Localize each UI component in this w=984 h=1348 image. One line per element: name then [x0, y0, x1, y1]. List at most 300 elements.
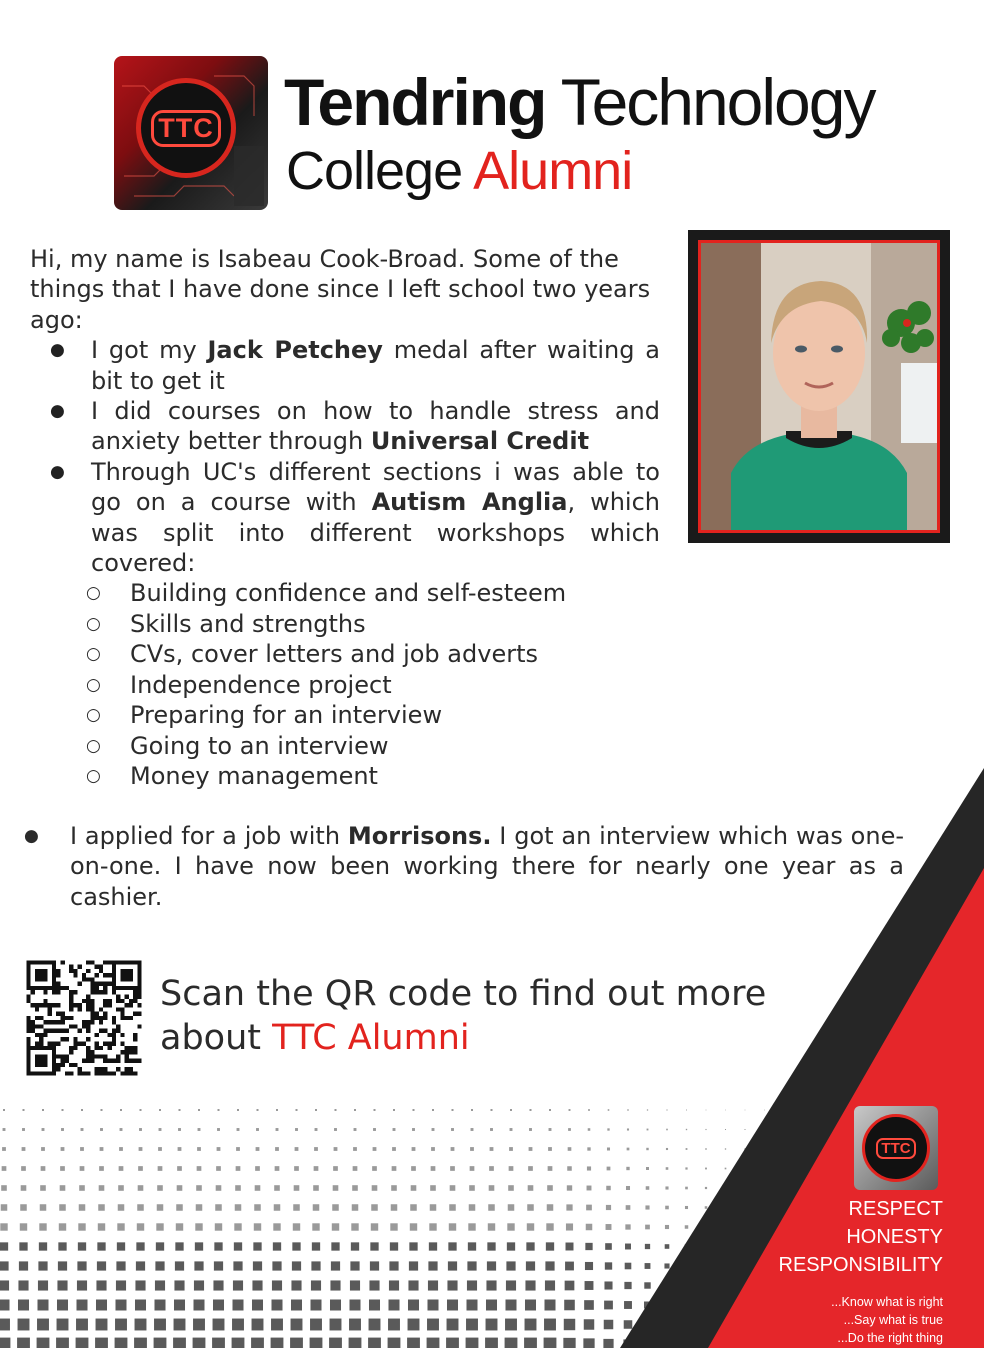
halftone-dot [294, 1166, 299, 1171]
qr-module [90, 1059, 94, 1063]
halftone-dot [38, 1261, 47, 1270]
halftone-dot [80, 1166, 85, 1171]
halftone-dot [22, 1128, 25, 1131]
halftone-dot [626, 1186, 630, 1190]
halftone-dot [57, 1280, 67, 1290]
halftone-dot [626, 1205, 631, 1210]
value-honesty: HONESTY [846, 1226, 943, 1248]
qr-module [26, 1024, 30, 1028]
qr-module [48, 1007, 52, 1011]
halftone-dot [451, 1128, 454, 1131]
halftone-dot [19, 1242, 27, 1250]
halftone-dot [137, 1223, 144, 1230]
halftone-dot [508, 1185, 514, 1191]
qr-module [31, 1020, 35, 1024]
halftone-dot [21, 1166, 26, 1171]
halftone-dot [115, 1338, 128, 1348]
halftone-dot [156, 1223, 163, 1230]
halftone-dot [252, 1319, 264, 1331]
qr-module [125, 1059, 129, 1063]
halftone-dot [58, 1242, 66, 1250]
halftone-dot [174, 1319, 186, 1331]
halftone-dot [725, 1168, 727, 1170]
qr-module [125, 1054, 129, 1058]
halftone-dot [42, 1128, 45, 1131]
ttc-logo-mark [114, 56, 268, 210]
halftone-dot [0, 1223, 7, 1230]
halftone-dot [568, 1147, 572, 1151]
qr-module [78, 1071, 82, 1075]
halftone-dot [57, 1319, 69, 1331]
halftone-dot [666, 1148, 668, 1150]
halftone-dot [176, 1223, 183, 1230]
halftone-dot [685, 1187, 688, 1190]
halftone-dot [236, 1166, 241, 1171]
halftone-dot [78, 1242, 86, 1250]
qr-module [90, 1012, 94, 1016]
halftone-dot [178, 1147, 182, 1151]
qr-module [125, 1016, 129, 1020]
qr-code[interactable] [22, 956, 146, 1080]
halftone-dot [705, 1206, 708, 1209]
qr-module [99, 1071, 103, 1075]
halftone-dot [236, 1147, 240, 1151]
halftone-dot [429, 1223, 436, 1230]
halftone-dot [18, 1299, 29, 1310]
halftone-dot [491, 1109, 493, 1111]
qr-module [86, 1007, 90, 1011]
halftone-dot [1, 1185, 7, 1191]
halftone-dot [608, 1109, 610, 1111]
qr-module [95, 1046, 99, 1050]
halftone-dot [215, 1223, 222, 1230]
halftone-dot [505, 1299, 516, 1310]
bullet-text: medal after waiting a bit to get it [91, 336, 661, 395]
qr-module [116, 999, 120, 1003]
halftone-dot [525, 1299, 536, 1310]
qr-module [43, 990, 47, 994]
qr-module [35, 1007, 39, 1011]
halftone-dot [369, 1299, 380, 1310]
halftone-dot [292, 1261, 301, 1270]
qr-module [108, 1046, 112, 1050]
qr-module [103, 982, 107, 986]
halftone-dot [120, 1109, 122, 1111]
halftone-dot [705, 1168, 707, 1170]
halftone-dot [391, 1185, 397, 1191]
halftone-dot [157, 1204, 164, 1211]
halftone-dot [432, 1128, 435, 1131]
halftone-dot [528, 1185, 534, 1191]
qr-module [60, 1029, 64, 1033]
halftone-dot [253, 1242, 261, 1250]
logo-word-tendring: Tendring [284, 65, 546, 139]
halftone-dot [466, 1338, 479, 1348]
halftone-dot [646, 1186, 650, 1190]
halftone-dot [451, 1147, 455, 1151]
qr-module [137, 1024, 141, 1028]
qr-module [99, 1029, 103, 1033]
halftone-dot [61, 1128, 64, 1131]
qr-module [39, 1042, 43, 1046]
logo-ring [136, 78, 236, 178]
halftone-dot [195, 1242, 203, 1250]
halftone-dot [605, 1262, 612, 1269]
halftone-dot [526, 1261, 535, 1270]
halftone-dot [98, 1204, 105, 1211]
qr-module [86, 1003, 90, 1007]
halftone-dot [547, 1204, 554, 1211]
qr-module [26, 999, 30, 1003]
qr-module [56, 1054, 60, 1058]
halftone-dot [314, 1147, 318, 1151]
halftone-dot [686, 1110, 687, 1111]
halftone-dot [334, 1128, 337, 1131]
halftone-dot [351, 1242, 359, 1250]
halftone-dot [373, 1147, 377, 1151]
halftone-dot [353, 1147, 357, 1151]
qr-module [129, 1046, 133, 1050]
qr-module [39, 1016, 43, 1020]
halftone-dot [135, 1299, 146, 1310]
halftone-dot [76, 1299, 87, 1310]
halftone-dot [411, 1185, 417, 1191]
qr-module [133, 1050, 137, 1054]
halftone-dot [349, 1338, 362, 1348]
halftone-dot [119, 1166, 124, 1171]
halftone-dot [155, 1280, 165, 1290]
halftone-dot [233, 1261, 242, 1270]
halftone-dot [138, 1185, 144, 1191]
halftone-dot [428, 1280, 438, 1290]
ttc-badge-logo [854, 1106, 938, 1190]
halftone-dot [77, 1280, 87, 1290]
halftone-dot [585, 1281, 594, 1290]
halftone-dot [214, 1261, 223, 1270]
qr-module [112, 1071, 116, 1075]
halftone-dot [607, 1167, 611, 1171]
qr-module [108, 973, 112, 977]
halftone-dot [154, 1319, 166, 1331]
logo-title-line2 [286, 140, 632, 202]
halftone-dot [2, 1147, 6, 1151]
halftone-dot [447, 1280, 457, 1290]
qr-module [108, 1003, 112, 1007]
halftone-dot [194, 1280, 204, 1290]
halftone-dot [666, 1109, 667, 1110]
qr-module [133, 1046, 137, 1050]
qr-module [43, 999, 47, 1003]
halftone-dot [430, 1185, 436, 1191]
qr-module [69, 1050, 73, 1054]
halftone-dot [604, 1301, 613, 1310]
halftone-dot [276, 1109, 278, 1111]
qr-module [56, 1003, 60, 1007]
halftone-dot [487, 1261, 496, 1270]
halftone-dot [606, 1186, 610, 1190]
qr-module [133, 1059, 137, 1063]
halftone-dot [546, 1242, 554, 1250]
halftone-dot [350, 1261, 359, 1270]
qr-module [69, 1007, 73, 1011]
halftone-dot [17, 1338, 30, 1348]
halftone-dot [349, 1299, 360, 1310]
halftone-dot [213, 1319, 225, 1331]
halftone-dot [3, 1109, 5, 1111]
halftone-dot [198, 1128, 201, 1131]
halftone-dot [312, 1223, 319, 1230]
qr-module [48, 1029, 52, 1033]
qr-module [60, 1054, 64, 1058]
halftone-dot [96, 1299, 107, 1310]
halftone-dot [486, 1299, 497, 1310]
halftone-dot [564, 1319, 575, 1330]
qr-module [35, 1042, 39, 1046]
halftone-dot [685, 1167, 687, 1169]
halftone-dot [136, 1261, 145, 1270]
qr-module [86, 999, 90, 1003]
halftone-dot [117, 1223, 124, 1230]
halftone-dot [18, 1319, 30, 1331]
halftone-dot [374, 1109, 376, 1111]
qr-module [116, 1054, 120, 1058]
halftone-dot [214, 1242, 222, 1250]
halftone-dot [408, 1319, 420, 1331]
qr-module [129, 1050, 133, 1054]
halftone-dot [351, 1223, 358, 1230]
qr-finder [35, 1054, 48, 1067]
halftone-dot [427, 1299, 438, 1310]
halftone-dot [334, 1147, 338, 1151]
halftone-dot [390, 1242, 398, 1250]
halftone-dot [330, 1280, 340, 1290]
halftone-dot [311, 1280, 321, 1290]
halftone-dot [544, 1338, 557, 1348]
halftone-dot [118, 1204, 125, 1211]
qr-module [133, 990, 137, 994]
qr-module [78, 1029, 82, 1033]
halftone-dot [294, 1185, 300, 1191]
halftone-dot [217, 1147, 221, 1151]
halftone-dot [604, 1320, 614, 1330]
qr-module [120, 1050, 124, 1054]
value-respect: RESPECT [848, 1198, 943, 1220]
halftone-dot [139, 1128, 142, 1131]
halftone-dot [62, 1109, 64, 1111]
halftone-dot [332, 1223, 339, 1230]
halftone-dot [97, 1261, 106, 1270]
halftone-dot [0, 1242, 8, 1250]
halftone-dot [60, 1185, 66, 1191]
halftone-dot [585, 1243, 592, 1250]
job-bullet [24, 821, 904, 912]
halftone-dot [392, 1147, 396, 1151]
halftone-dot [196, 1185, 202, 1191]
list-item [30, 335, 660, 396]
halftone-dot [466, 1319, 478, 1331]
halftone-dot [370, 1242, 378, 1250]
qr-module [112, 1037, 116, 1041]
halftone-dot [100, 1147, 104, 1151]
qr-module [116, 994, 120, 998]
halftone-dot [158, 1166, 163, 1171]
scan-qr-text [160, 972, 840, 1060]
halftone-dot [549, 1128, 552, 1131]
halftone-dot [177, 1166, 182, 1171]
qr-module [82, 1071, 86, 1075]
halftone-dot [310, 1299, 321, 1310]
halftone-dot [452, 1109, 454, 1111]
halftone-dot [313, 1185, 319, 1191]
halftone-dot [567, 1166, 572, 1171]
halftone-dot [331, 1261, 340, 1270]
halftone-dot [567, 1185, 572, 1190]
halftone-dot [625, 1244, 631, 1250]
halftone-dot [705, 1187, 707, 1189]
qr-module [60, 960, 64, 964]
halftone-dot [234, 1223, 241, 1230]
halftone-dot [198, 1109, 200, 1111]
qr-module [137, 1059, 141, 1063]
halftone-dot [466, 1299, 477, 1310]
halftone-dot [744, 1129, 745, 1130]
halftone-dot [565, 1262, 574, 1271]
qr-module [56, 1067, 60, 1071]
halftone-dot [392, 1166, 397, 1171]
halftone-dot [545, 1261, 554, 1270]
scan-line-1: Scan the QR code to find out more [160, 974, 767, 1014]
qr-module [108, 960, 112, 964]
halftone-dot [0, 1280, 9, 1290]
profile-photo-frame [688, 230, 950, 543]
halftone-dot [469, 1204, 476, 1211]
halftone-dot [644, 1282, 650, 1288]
list-item: ○ Preparing for an interview [30, 700, 660, 730]
qr-module [103, 1029, 107, 1033]
qr-module [90, 999, 94, 1003]
halftone-dot [76, 1338, 89, 1348]
badge-ring [862, 1114, 930, 1182]
list-item [30, 457, 660, 791]
qr-module [112, 1059, 116, 1063]
halftone-dot [412, 1128, 415, 1131]
qr-module [65, 1059, 69, 1063]
qr-module [73, 1046, 77, 1050]
halftone-dot [137, 1204, 144, 1211]
halftone-dot [216, 1185, 222, 1191]
halftone-dot [99, 1185, 105, 1191]
qr-module [48, 1042, 52, 1046]
halftone-dot [607, 1128, 609, 1130]
halftone-dot [507, 1242, 515, 1250]
halftone-dot [725, 1148, 726, 1149]
halftone-dot [488, 1204, 495, 1211]
halftone-dot [486, 1319, 498, 1331]
qr-module [31, 1029, 35, 1033]
qr-module [60, 1020, 64, 1024]
halftone-dot [409, 1242, 417, 1250]
halftone-dot [173, 1338, 186, 1348]
halftone-dot [372, 1166, 377, 1171]
halftone-dot [528, 1166, 533, 1171]
halftone-dot [39, 1242, 47, 1250]
halftone-dot [564, 1300, 575, 1311]
halftone-dot [470, 1166, 475, 1171]
qr-module [116, 1067, 120, 1071]
qr-module [69, 999, 73, 1003]
bullet-text: I got an interview which was one-on-one. I have now been working there for nearly one year as a cashier. [70, 822, 904, 911]
qr-module [103, 986, 107, 990]
halftone-dot [471, 1109, 473, 1111]
qr-module [73, 990, 77, 994]
halftone-dot [408, 1299, 419, 1310]
qr-module [120, 1042, 124, 1046]
halftone-dot [155, 1261, 164, 1270]
qr-module [26, 1037, 30, 1041]
qr-module [65, 1071, 69, 1075]
bullet-bold-text: Universal Credit [370, 427, 590, 456]
qr-module [129, 1067, 133, 1071]
halftone-dot [41, 1147, 45, 1151]
halftone-dot [292, 1242, 300, 1250]
halftone-dot [38, 1280, 48, 1290]
halftone-dot [119, 1147, 123, 1151]
qr-module [116, 1007, 120, 1011]
halftone-dot [272, 1280, 282, 1290]
halftone-dot [232, 1319, 244, 1331]
halftone-dot [487, 1242, 495, 1250]
qr-module [129, 1071, 133, 1075]
halftone-dot [389, 1261, 398, 1270]
portrait-illustration-icon [701, 243, 937, 530]
halftone-dot [273, 1223, 280, 1230]
halftone-dot [448, 1261, 457, 1270]
halftone-dot [237, 1128, 240, 1131]
qr-module [129, 1016, 133, 1020]
halftone-dot [159, 1109, 161, 1111]
qr-module [78, 1067, 82, 1071]
halftone-dot [507, 1223, 514, 1230]
qr-module [108, 982, 112, 986]
qr-module [99, 1007, 103, 1011]
halftone-dot [393, 1128, 396, 1131]
qr-module [86, 1024, 90, 1028]
halftone-dot [350, 1280, 360, 1290]
qr-module [90, 1050, 94, 1054]
motto-line: ...Say what is true [843, 1313, 943, 1327]
halftone-dot [232, 1299, 243, 1310]
halftone-dot [390, 1223, 397, 1230]
qr-module [129, 1059, 133, 1063]
halftone-dot [685, 1206, 688, 1209]
qr-module [31, 990, 35, 994]
halftone-dot [525, 1280, 535, 1290]
qr-module [108, 1071, 112, 1075]
motto-line: ...Do the right thing [837, 1331, 943, 1345]
qr-module [133, 999, 137, 1003]
halftone-dot [530, 1109, 532, 1111]
halftone-dot [627, 1148, 630, 1151]
list-item: ○ Money management [30, 761, 660, 791]
halftone-dot [469, 1185, 475, 1191]
halftone-dot [332, 1204, 339, 1211]
qr-module [90, 986, 94, 990]
halftone-dot [508, 1204, 515, 1211]
halftone-dot [624, 1282, 631, 1289]
halftone-dot [606, 1205, 611, 1210]
halftone-dot [413, 1109, 415, 1111]
halftone-dot [354, 1109, 356, 1111]
